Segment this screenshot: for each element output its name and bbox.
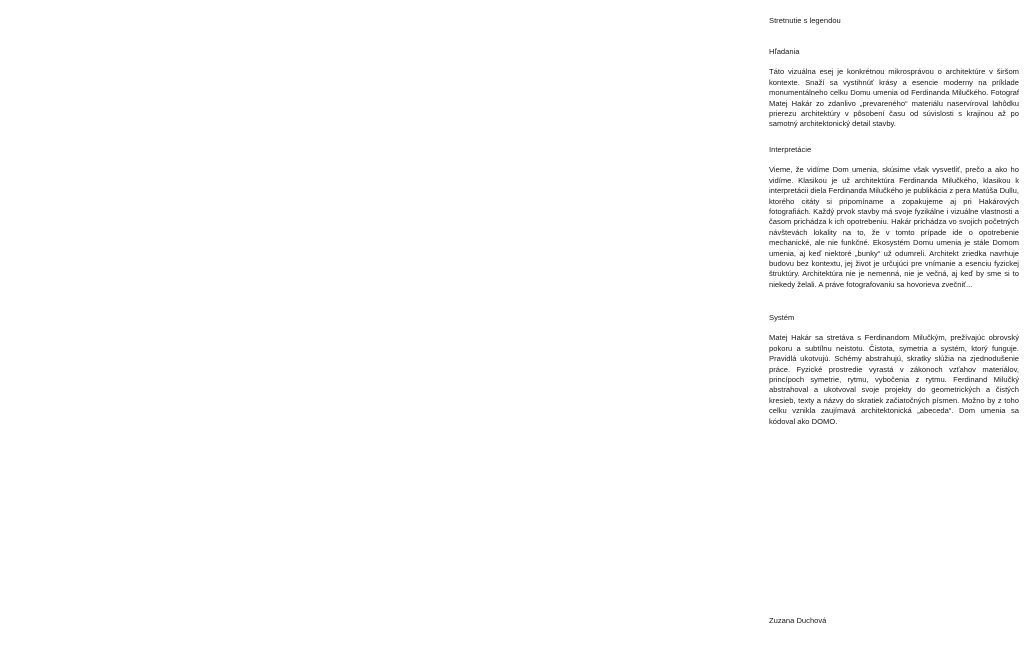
section-interpretacie <box>769 145 1019 290</box>
section-hladania <box>769 47 1019 130</box>
section-heading: Interpretácie <box>769 145 812 154</box>
section-paragraph: Matej Hakár sa stretáva s Ferdinandom Milučkým, prežívajúc obrovský pokoru a subtílnu neistotu. Čistota, symetria a systém, ktorý funguje. Pravidlá ukotvujú. Schémy abstrahujú, skratky slúžia na zjednodušenie práce. Fyzické prostredie vyrastá v zákonoch vzťahov materiálov, princípoch symetrie, rytmu, vybočenia z rytmu. Ferdinand Milučký abstrahoval a ukotvoval svoje projekty do geometrických a čistých kresieb, texty a názvy do skratiek začiatočných písmen. Možno by z toho celku vznikla zaujímavá architektonická „abeceda“. Dom umenia sa kódoval ako DOMO. <box>769 333 1019 426</box>
section-paragraph: Táto vizuálna esej je konkrétnou mikrosprávou o architektúre v širšom kontexte. Snaží sa vystihnúť krásy a esencie moderny na príklade monumentálneho celku Domu umenia od Ferdinanda Milučkého. Fotograf Matej Hakár zo zdanlivo „prevareného“ materiálu naservíroval lahôdku prierezu architektúry v pôsobení času od súvislosti s krajinou až po samotný architektonický detail stavby. <box>769 67 1019 129</box>
section-system <box>769 313 1019 427</box>
section-heading: Systém <box>769 313 795 322</box>
right-page <box>512 0 1024 661</box>
author-name: Zuzana Duchová <box>769 616 827 625</box>
section-heading: Hľadania <box>769 47 800 56</box>
book-title: Stretnutie s legendou <box>769 16 841 25</box>
section-paragraph: Vieme, že vidíme Dom umenia, skúsime však vysvetliť, prečo a ako ho vidíme. Klasikou je už architektúra Ferdinanda Milučkého, klasikou k interpretácii diela Ferdinanda Milučkého je publikácia z pera Matúša Dullu, ktorého citáty si pripomíname a zopakujeme aj pri Hakárových fotografiách. Každý prvok stavby má svoje fyzikálne i vizuálne vlastnosti a časom prichádza k ich opotrebeniu. Hakár prichádza vo svojich početných návštevách lokality na to, že v tomto prípade ide o opotrebenie mechanické, ale nie funkčné. Ekosystém Domu umenia je stále Domom umenia, aj keď niektoré „bunky“ už odumreli. Architekt zriedka navrhuje budovu bez kontextu, jej život je určujúci pre vnímanie a esenciu fyzickej štruktúry. Architektúra nie je nemenná, nie je večná, aj keď by sme si to niekedy želali. A práve fotografovaniu sa hovorieva zvečniť... <box>769 165 1019 289</box>
